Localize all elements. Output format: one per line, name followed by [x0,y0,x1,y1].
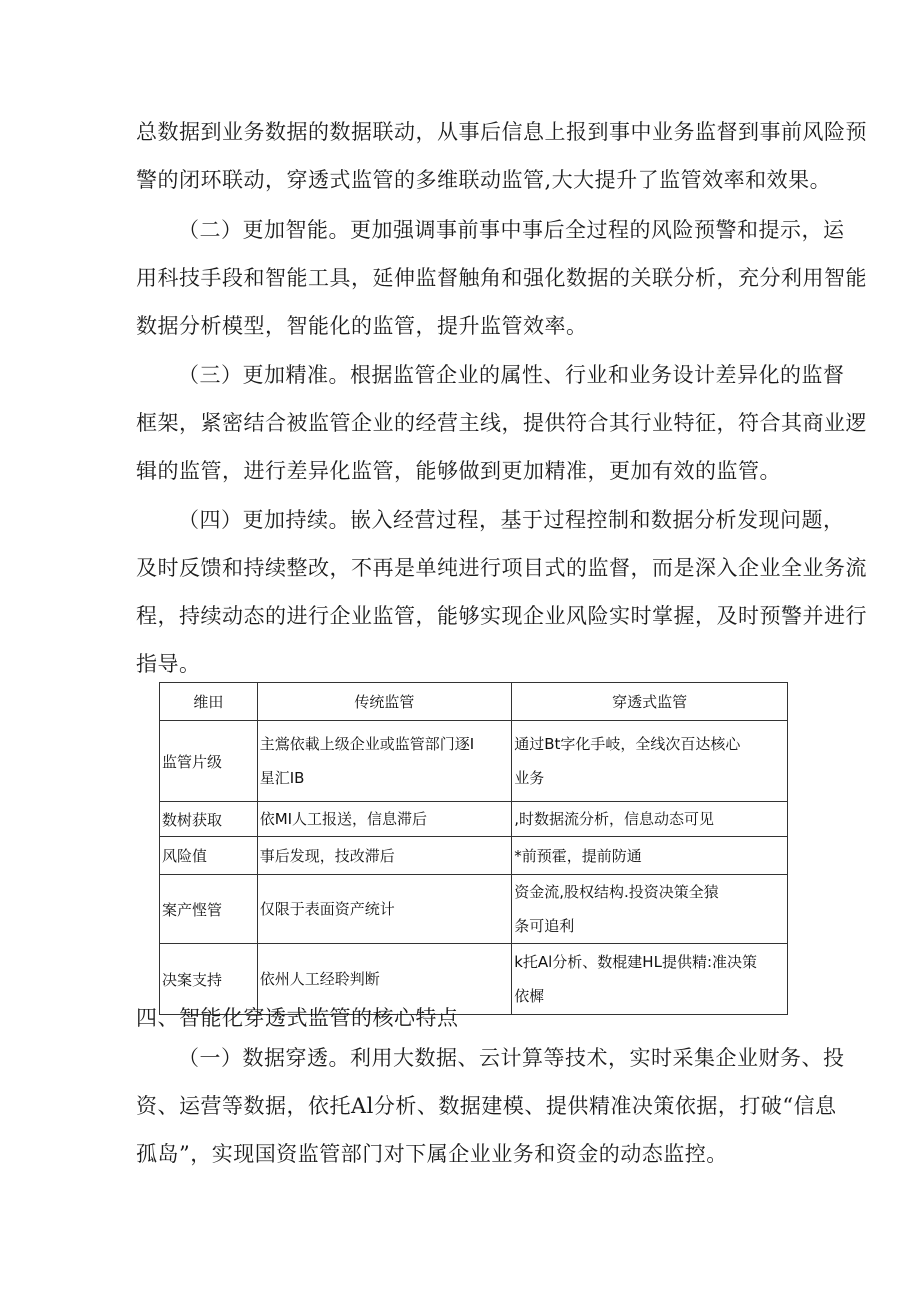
text-line: 指导。 [136,652,201,676]
text-line: 程，持续动态的进行企业监管，能够实现企业风险实时掌握，及时预警并进行 [136,604,867,628]
dimension-cell: 案产悭管 [160,875,258,944]
penetrating-cell [512,721,788,802]
column-header-traditional: 传统监管 [257,683,512,721]
table-row [160,721,788,802]
text-line: （二）更加智能。更加强调事前事中事后全过程的风险预警和提示，运 [178,218,845,242]
text-line: 总数据到业务数据的数据联动，从事后信息上报到事中业务监督到事前风险预 [136,120,867,144]
column-header-dimension: 维田 [160,683,258,721]
column-header-penetrating: 穿透式监管 [512,683,788,721]
text-line: （一）数据穿透。利用大数据、云计算等技术，实时采集企业财务、投 [178,1046,845,1070]
text-line: （三）更加精准。根据监管企业的属性、行业和业务设计差异化的监督 [178,363,845,387]
text-line: 警的闭环联动，穿透式监管的多维联动监管,大大提升了监管效率和效果。 [136,168,832,192]
traditional-cell [257,875,512,944]
table-header-row [160,683,788,721]
paragraph-more-intelligent [136,206,867,350]
cell-text: 主鴬依載上级企业或监管部门逐Ⅰ [259,735,475,753]
text-line: 框架，紧密结合被监管企业的经营主线，提供符合其行业特征，符合其商业逻 [136,411,867,435]
paragraph-data-penetration [136,1034,845,1178]
cell-text: 通过Bt字化手岐，全线次百达核心 [514,735,741,753]
traditional-cell [257,802,512,837]
text-line: 资、运营等数据，依托Al分析、数据建模、提供精准决策依据，打破“信息 [136,1094,837,1118]
table-row [160,837,788,875]
dimension-cell: 风险值 [160,837,258,875]
section-heading: 四、智能化穿透式监管的核心特点 [136,1006,459,1030]
text-line: 数据分析模型，智能化的监管，提升监管效率。 [136,314,588,338]
cell-text: 依州人工经聆判断 [259,970,380,988]
cell-text: k托Al分析、数棍建HL提供精:准决策 [514,953,757,971]
penetrating-cell [512,802,788,837]
traditional-cell [257,837,512,875]
text-line: 辑的监管，进行差异化监管，能够做到更加精准，更加有效的监管。 [136,459,781,483]
paragraph-more-continuous [136,496,867,688]
table-row [160,875,788,944]
penetrating-cell [512,837,788,875]
penetrating-cell [512,944,788,1015]
dimension-cell: 决案支持 [160,944,258,1015]
cell-text: 资金流,股权结构.投资决策全猿 [514,883,719,901]
text-line: 用科技手段和智能工具，延伸监督触角和强化数据的关联分析，充分利用智能 [136,266,867,290]
penetrating-cell [512,875,788,944]
cell-text: 条可追利 [514,917,575,935]
cell-text: 依樨 [514,987,545,1005]
text-line: 孤岛”，实现国资监管部门对下属企业业务和资金的动态监控。 [136,1142,728,1166]
paragraph-more-precise [136,351,867,495]
text-line: 及时反馈和持续整改，不再是单纯进行项目式的监督，而是深入企业全业务流 [136,556,867,580]
traditional-cell [257,721,512,802]
text-line: （四）更加持续。嵌入经营过程，基于过程控制和数据分析发现问题， [178,508,845,532]
table-row [160,802,788,837]
paragraph-data-linkage [136,108,867,204]
cell-text: 星汇IB [259,769,305,787]
cell-text: 事后发现，技改滞后 [259,846,395,865]
cell-text: 业务 [514,769,545,787]
cell-text: 依MI人工报送，信息滞后 [259,810,428,828]
cell-text: 仅限于表面资产统计 [259,900,395,918]
dimension-cell: 数树获取 [160,802,258,837]
dimension-cell: 监管片级 [160,721,258,802]
cell-text: ,时数据流分析，信息动态可见 [514,810,714,828]
comparison-table [159,682,788,1015]
cell-text: *前预霍，提前防通 [514,846,642,865]
